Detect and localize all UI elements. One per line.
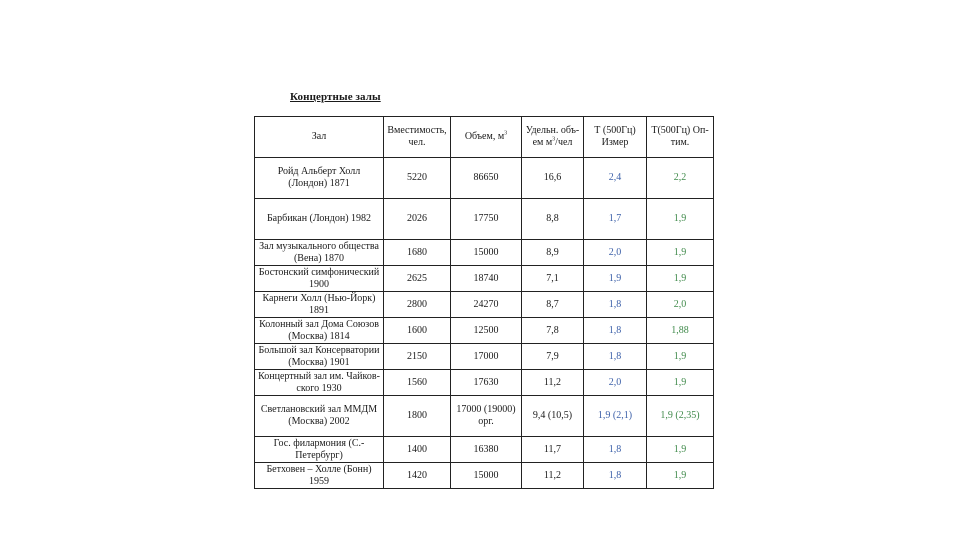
header-volume [451, 117, 522, 158]
cell-capacity: 2625 [384, 266, 451, 292]
cell-volume: 24270 [451, 292, 522, 318]
cell-hall: Бетховен – Холле (Бонн) 1959 [255, 463, 384, 489]
table-row [255, 344, 714, 370]
cell-volume: 86650 [451, 158, 522, 199]
header-specific [522, 117, 584, 158]
cell-topt: 1,9 [647, 437, 714, 463]
cell-topt: 1,9 [647, 463, 714, 489]
table-row [255, 370, 714, 396]
table-row [255, 266, 714, 292]
table-header-row [255, 117, 714, 158]
cell-hall: Карнеги Холл (Нью-Йорк) 1891 [255, 292, 384, 318]
cell-capacity: 2800 [384, 292, 451, 318]
table-row [255, 463, 714, 489]
header-volume-sup: 3 [504, 130, 508, 137]
table-row [255, 158, 714, 199]
cell-specific: 8,8 [522, 199, 584, 240]
cell-capacity: 5220 [384, 158, 451, 199]
cell-capacity: 1560 [384, 370, 451, 396]
cell-topt: 1,9 [647, 240, 714, 266]
cell-capacity: 1800 [384, 396, 451, 437]
cell-specific: 7,9 [522, 344, 584, 370]
table-row [255, 199, 714, 240]
header-volume-text: Объем, м [464, 131, 505, 142]
cell-hall: Светлановский зал ММДМ (Москва) 2002 [255, 396, 384, 437]
cell-specific: 16,6 [522, 158, 584, 199]
cell-specific: 8,7 [522, 292, 584, 318]
cell-tmeas: 2,0 [584, 240, 647, 266]
cell-volume: 17000 [451, 344, 522, 370]
header-specific-text: Удельн. объ-ем м [525, 125, 580, 148]
cell-topt: 2,2 [647, 158, 714, 199]
doc-title: Концертные залы [290, 91, 381, 103]
cell-topt: 1,88 [647, 318, 714, 344]
table-viewport [254, 116, 714, 487]
table-row [255, 396, 714, 437]
cell-tmeas: 1,8 [584, 318, 647, 344]
cell-tmeas: 1,7 [584, 199, 647, 240]
header-capacity: Вместимость, чел. [384, 117, 451, 158]
table-row [255, 318, 714, 344]
cell-topt: 1,9 [647, 266, 714, 292]
table-row [255, 437, 714, 463]
cell-capacity: 1600 [384, 318, 451, 344]
cell-tmeas: 1,8 [584, 437, 647, 463]
header-tmeas: Т (500Гц) Измер [584, 117, 647, 158]
cell-capacity: 1400 [384, 437, 451, 463]
header-specific-unit: /чел [555, 137, 573, 148]
cell-hall: Ройд Альберт Холл (Лондон) 1871 [255, 158, 384, 199]
cell-topt: 1,9 [647, 370, 714, 396]
cell-topt: 1,9 [647, 199, 714, 240]
cell-topt: 1,9 [647, 344, 714, 370]
cell-hall: Барбикан (Лондон) 1982 [255, 199, 384, 240]
cell-specific: 7,1 [522, 266, 584, 292]
cell-tmeas: 2,4 [584, 158, 647, 199]
cell-topt: 2,0 [647, 292, 714, 318]
cell-volume: 17630 [451, 370, 522, 396]
cell-hall: Зал музыкального общества (Вена) 1870 [255, 240, 384, 266]
cell-volume: 12500 [451, 318, 522, 344]
cell-tmeas: 1,8 [584, 292, 647, 318]
cell-capacity: 2150 [384, 344, 451, 370]
cell-specific: 11,2 [522, 463, 584, 489]
cell-specific: 11,2 [522, 370, 584, 396]
cell-topt: 1,9 (2,35) [647, 396, 714, 437]
table-row [255, 240, 714, 266]
cell-tmeas: 1,9 [584, 266, 647, 292]
cell-tmeas: 1,9 (2,1) [584, 396, 647, 437]
cell-volume: 17750 [451, 199, 522, 240]
cell-capacity: 1420 [384, 463, 451, 489]
cell-hall: Бостонский симфонический 1900 [255, 266, 384, 292]
cell-specific: 7,8 [522, 318, 584, 344]
cell-volume: 15000 [451, 240, 522, 266]
cell-volume: 17000 (19000) орг. [451, 396, 522, 437]
table-row [255, 292, 714, 318]
concert-halls-table [254, 116, 714, 489]
header-topt: Т(500Гц) Оп-тим. [647, 117, 714, 158]
header-hall: Зал [255, 117, 384, 158]
cell-volume: 15000 [451, 463, 522, 489]
cell-capacity: 1680 [384, 240, 451, 266]
cell-specific: 9,4 (10,5) [522, 396, 584, 437]
cell-hall: Гос. филармония (С.-Петербург) [255, 437, 384, 463]
cell-tmeas: 2,0 [584, 370, 647, 396]
cell-volume: 18740 [451, 266, 522, 292]
cell-volume: 16380 [451, 437, 522, 463]
cell-specific: 11,7 [522, 437, 584, 463]
header-specific-sup: 3 [552, 136, 556, 143]
cell-specific: 8,9 [522, 240, 584, 266]
cell-tmeas: 1,8 [584, 344, 647, 370]
cell-capacity: 2026 [384, 199, 451, 240]
cell-hall: Колонный зал Дома Союзов (Москва) 1814 [255, 318, 384, 344]
cell-hall: Концертный зал им. Чайков-ского 1930 [255, 370, 384, 396]
cell-hall: Большой зал Консерватории (Москва) 1901 [255, 344, 384, 370]
cell-tmeas: 1,8 [584, 463, 647, 489]
